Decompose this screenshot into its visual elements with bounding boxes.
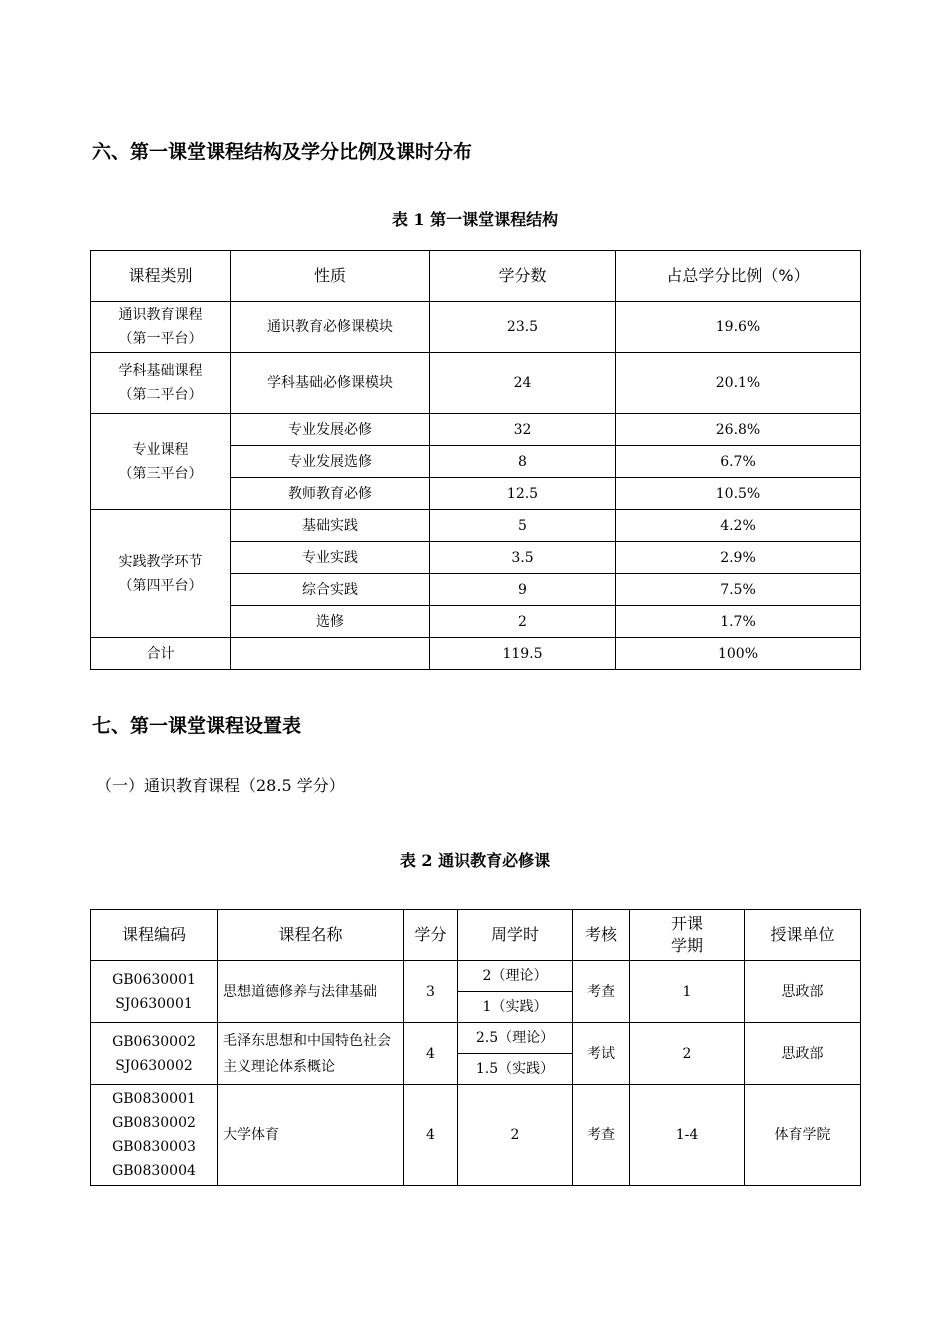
table-row [91, 1085, 861, 1186]
course-code: SJ0630001 [115, 995, 193, 1012]
table2-caption: 表 2 通识教育必修课 [399, 851, 551, 870]
credits-cell: 8 [430, 446, 616, 478]
t2-header-code: 课程编码 [91, 910, 218, 961]
nature-cell: 综合实践 [231, 574, 430, 606]
credits-cell: 12.5 [430, 478, 616, 510]
category-name: 学科基础课程 [118, 363, 203, 379]
credits-cell: 32 [430, 414, 616, 446]
category-cell [91, 414, 231, 510]
course-code: GB0830004 [112, 1163, 196, 1179]
credits-cell: 2 [430, 606, 616, 638]
course-hours-practice: 1.5（实践） [458, 1054, 573, 1085]
ratio-cell: 20.1% [616, 353, 861, 414]
t1-header-ratio: 占总学分比例（%） [616, 251, 861, 302]
course-code-cell [91, 1023, 218, 1085]
table-row [91, 302, 861, 353]
table-row [91, 353, 861, 414]
course-hours-theory: 2.5（理论） [458, 1023, 573, 1054]
credits-cell: 3.5 [430, 542, 616, 574]
course-code: SJ0630002 [115, 1057, 193, 1074]
table1-caption: 表 1 第一课堂课程结构 [391, 210, 559, 229]
course-term: 1-4 [630, 1085, 745, 1186]
t1-header-category: 课程类别 [91, 251, 231, 302]
course-exam: 考试 [573, 1023, 630, 1085]
course-dept: 思政部 [745, 1023, 861, 1085]
course-credits: 4 [404, 1085, 458, 1186]
course-code-cell [91, 1085, 218, 1186]
credits-cell: 5 [430, 510, 616, 542]
course-name: 毛泽东思想和中国特色社会主义理论体系概论 [218, 1023, 404, 1085]
t2-header-dept: 授课单位 [745, 910, 861, 961]
total-nature [231, 638, 430, 670]
nature-cell: 基础实践 [231, 510, 430, 542]
ratio-cell: 4.2% [616, 510, 861, 542]
t2-header-exam: 考核 [573, 910, 630, 961]
course-code: GB0830002 [112, 1115, 196, 1131]
category-name: 通识教育课程 [118, 307, 203, 323]
course-hours: 2 [458, 1085, 573, 1186]
table-row [91, 1023, 861, 1054]
course-code: GB0630001 [112, 971, 196, 988]
table-row [91, 414, 861, 446]
course-code: GB0630002 [112, 1033, 196, 1050]
course-hours-practice: 1（实践） [458, 992, 573, 1023]
t1-header-nature: 性质 [231, 251, 430, 302]
course-term: 2 [630, 1023, 745, 1085]
category-name: 实践教学环节 [118, 553, 203, 570]
t2-header-name: 课程名称 [218, 910, 404, 961]
category-name: 专业课程 [132, 441, 189, 458]
course-structure-table [90, 250, 861, 670]
course-exam: 考查 [573, 961, 630, 1023]
ratio-cell: 7.5% [616, 574, 861, 606]
category-platform: （第四平台） [118, 577, 203, 594]
table-total-row [91, 638, 861, 670]
ratio-cell: 1.7% [616, 606, 861, 638]
course-code: GB0830003 [112, 1139, 196, 1155]
nature-cell: 专业实践 [231, 542, 430, 574]
total-label: 合计 [91, 638, 231, 670]
t2-header-hours: 周学时 [458, 910, 573, 961]
section-six-title: 六、第一课堂课程结构及学分比例及课时分布 [92, 141, 473, 163]
table-row [91, 510, 861, 542]
course-code: GB0830001 [112, 1091, 196, 1107]
table-row [91, 961, 861, 992]
ratio-cell: 19.6% [616, 302, 861, 353]
ratio-cell: 6.7% [616, 446, 861, 478]
course-name: 大学体育 [218, 1085, 404, 1186]
category-cell [91, 353, 231, 414]
ratio-cell: 26.8% [616, 414, 861, 446]
category-cell [91, 302, 231, 353]
general-education-table [90, 909, 861, 1186]
course-code-cell [91, 961, 218, 1023]
nature-cell: 学科基础必修课模块 [231, 353, 430, 414]
t2-header-term-line2: 学期 [670, 936, 703, 955]
category-platform: （第一平台） [118, 331, 203, 347]
nature-cell: 通识教育必修课模块 [231, 302, 430, 353]
course-dept: 体育学院 [745, 1085, 861, 1186]
course-credits: 3 [404, 961, 458, 1023]
category-cell [91, 510, 231, 638]
course-hours-theory: 2（理论） [458, 961, 573, 992]
nature-cell: 专业发展选修 [231, 446, 430, 478]
nature-cell: 教师教育必修 [231, 478, 430, 510]
category-platform: （第三平台） [118, 465, 203, 482]
total-ratio: 100% [616, 638, 861, 670]
course-exam: 考查 [573, 1085, 630, 1186]
credits-cell: 23.5 [430, 302, 616, 353]
credits-cell: 9 [430, 574, 616, 606]
course-name: 思想道德修养与法律基础 [218, 961, 404, 1023]
course-credits: 4 [404, 1023, 458, 1085]
t2-header-term [630, 910, 745, 961]
nature-cell: 选修 [231, 606, 430, 638]
t2-header-credits: 学分 [404, 910, 458, 961]
subsection-one-title: （一）通识教育课程（28.5 学分） [96, 776, 345, 795]
total-credits: 119.5 [430, 638, 616, 670]
category-platform: （第二平台） [118, 387, 203, 403]
credits-cell: 24 [430, 353, 616, 414]
course-dept: 思政部 [745, 961, 861, 1023]
section-seven-title: 七、第一课堂课程设置表 [92, 715, 302, 737]
t1-header-credits: 学分数 [430, 251, 616, 302]
t2-header-term-line1: 开课 [670, 914, 703, 933]
ratio-cell: 10.5% [616, 478, 861, 510]
ratio-cell: 2.9% [616, 542, 861, 574]
course-term: 1 [630, 961, 745, 1023]
nature-cell: 专业发展必修 [231, 414, 430, 446]
